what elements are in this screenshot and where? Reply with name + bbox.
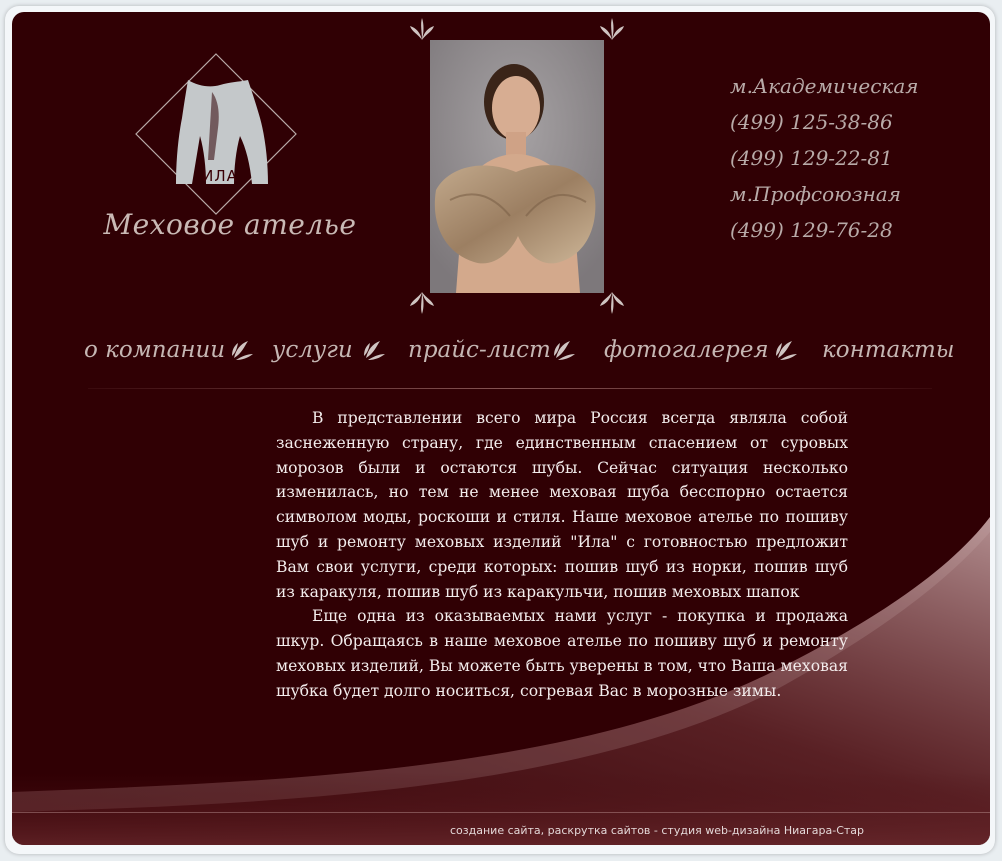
feather-ornament-icon [230,338,254,362]
contact-metro-akademicheskaya: м.Академическая [730,74,919,98]
content-paragraph: Еще одна из оказываемых нами услуг - покупка и продажа шкур. Обращаясь в наше меховое ателье по пошиву шуб и ремонту меховых изделий, Вы можете быть уверены в том, что Ваша меховая шубка будет долго носиться, согревая Вас в морозные зимы. [276,607,848,700]
logo-icon [134,52,298,216]
header-divider [88,388,932,389]
contact-phone-2: (499) 129-22-81 [730,146,893,170]
fur-model-image [430,40,604,293]
feather-ornament-icon [552,338,576,362]
hero-photo-frame [402,16,632,316]
main-content [276,406,848,704]
contact-block [730,68,970,248]
feather-ornament-icon [774,338,798,362]
contact-phone-3: (499) 129-76-28 [730,218,893,242]
content-paragraph: В представлении всего мира Россия всегда являла собой заснеженную страну, где единственным спасением от суровых морозов были и остаются шубы. Сейчас ситуация несколько изменилась, но тем не менее меховая шуба бесспорно остается символом моды, роскоши и стиля. Наше меховое ателье по пошиву шуб и ремонту меховых изделий "Ила" с готовностью предложит Вам свои услуги, среди которых: пошив шуб из норки, пошив шуб из каракуля, пошив шуб из каракульчи, пошив меховых шапок [276,409,848,601]
page-canvas [12,12,990,845]
contact-metro-profsoyuznaya: м.Профсоюзная [730,182,901,206]
nav-item-services[interactable]: услуги [272,337,353,363]
feather-ornament-icon [362,338,386,362]
contact-phone-1: (499) 125-38-86 [730,110,893,134]
footer-credit-link[interactable]: создание сайта, раскрутка сайтов - студия web-дизайна Ниагара-Стар [450,824,865,837]
brand-tagline: Меховое ателье [103,208,357,241]
fleur-ornament-icon [408,288,436,316]
nav-item-gallery[interactable]: фотогалерея [604,337,769,363]
hero-photo [430,40,604,293]
main-nav [82,330,962,370]
nav-item-about[interactable]: о компании [84,337,226,363]
footer-divider [12,812,990,813]
nav-item-contacts[interactable]: контакты [822,337,955,363]
logo-text: ИЛА [202,167,238,185]
nav-item-price-list[interactable]: прайс-лист [408,337,551,363]
fleur-ornament-icon [598,288,626,316]
